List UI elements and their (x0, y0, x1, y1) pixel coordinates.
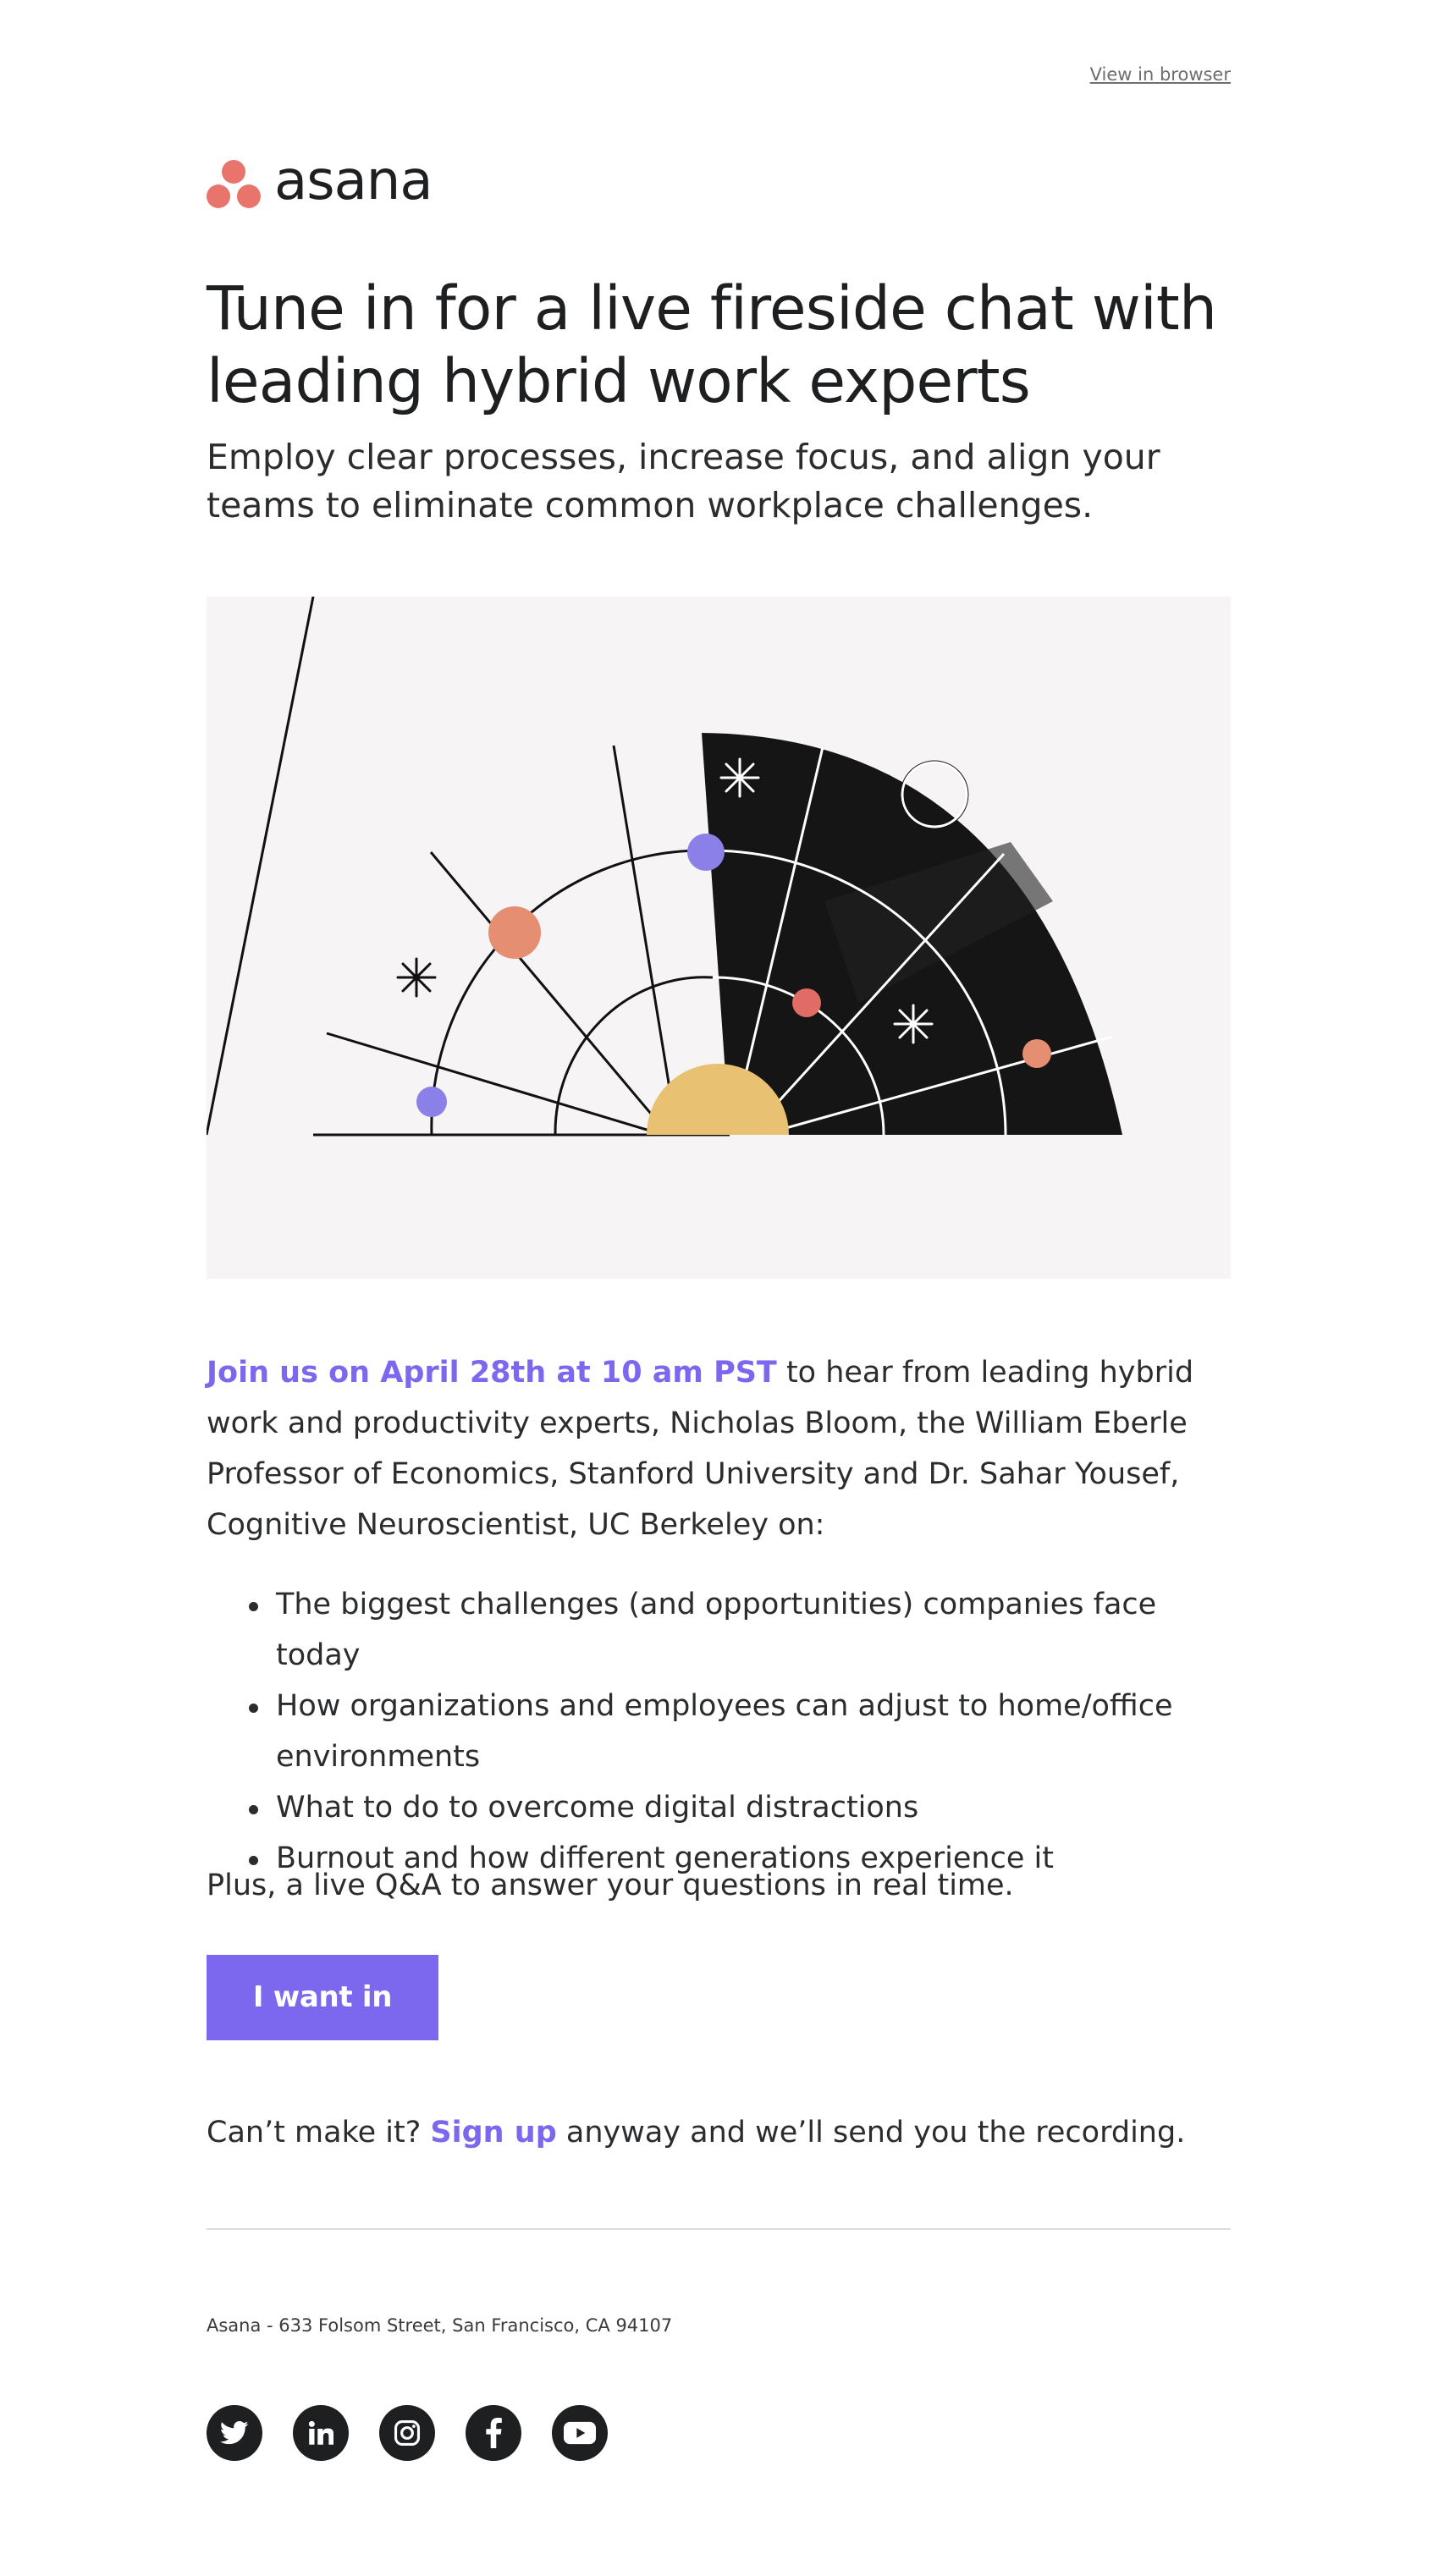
social-links (207, 2405, 608, 2461)
recording-note-suffix: anyway and we’ll send you the recording. (556, 2116, 1186, 2149)
instagram-icon[interactable] (379, 2405, 435, 2461)
list-item: How organizations and employees can adjust to home/office environments (276, 1681, 1231, 1782)
hero-illustration (207, 597, 1231, 1279)
purple-dot-top (687, 834, 725, 871)
red-dot (792, 988, 821, 1017)
i-want-in-button[interactable]: I want in (207, 1955, 438, 2040)
company-address: Asana - 633 Folsom Street, San Francisco, CA 94107 (207, 2315, 673, 2336)
asana-logo[interactable] (207, 150, 433, 215)
topics-list (207, 1579, 1231, 1884)
purple-dot-left (416, 1087, 447, 1117)
view-in-browser-link[interactable]: View in browser (1089, 64, 1231, 85)
event-date-link[interactable]: Join us on April 28th at 10 am PST (207, 1356, 777, 1390)
list-item: What to do to overcome digital distractions (276, 1782, 1231, 1833)
sparkle-white-top (721, 759, 758, 796)
fireside-chart-illustration (207, 597, 1231, 1279)
asana-logo-mark-icon (207, 159, 261, 210)
list-item: Burnout and how different generations experience it (276, 1833, 1231, 1884)
intro-paragraph (207, 1347, 1231, 1550)
intro-text: to hear from leading hybrid work and productivity experts, Nicholas Bloom, the William Eberle Professor of Economics, Stanford University and Dr. Sahar Yousef, Cognitive Neuroscientist, UC Berkeley on: (207, 1356, 1194, 1542)
recording-note-prefix: Can’t make it? (207, 2116, 431, 2149)
sign-up-link[interactable]: Sign up (430, 2116, 557, 2149)
linkedin-icon[interactable] (293, 2405, 349, 2461)
salmon-dot-right (1022, 1039, 1051, 1068)
sparkle-white-mid (895, 1005, 932, 1043)
footer-divider (207, 2228, 1231, 2230)
youtube-icon[interactable] (552, 2405, 608, 2461)
list-item: The biggest challenges (and opportunities) companies face today (276, 1579, 1231, 1681)
twitter-icon[interactable] (207, 2405, 262, 2461)
page-title: Tune in for a live fireside chat with leading hybrid work experts (207, 273, 1217, 416)
salmon-dot (488, 906, 541, 959)
facebook-icon[interactable] (466, 2405, 521, 2461)
recording-note (207, 2107, 1185, 2158)
qa-note: Plus, a live Q&A to answer your questions in real time. (207, 1869, 1014, 1902)
sparkle-black (398, 959, 435, 996)
page-subtitle: Employ clear processes, increase focus, and align your teams to eliminate common workplace challenges. (207, 437, 1160, 526)
logo-wordmark: asana (274, 150, 433, 212)
